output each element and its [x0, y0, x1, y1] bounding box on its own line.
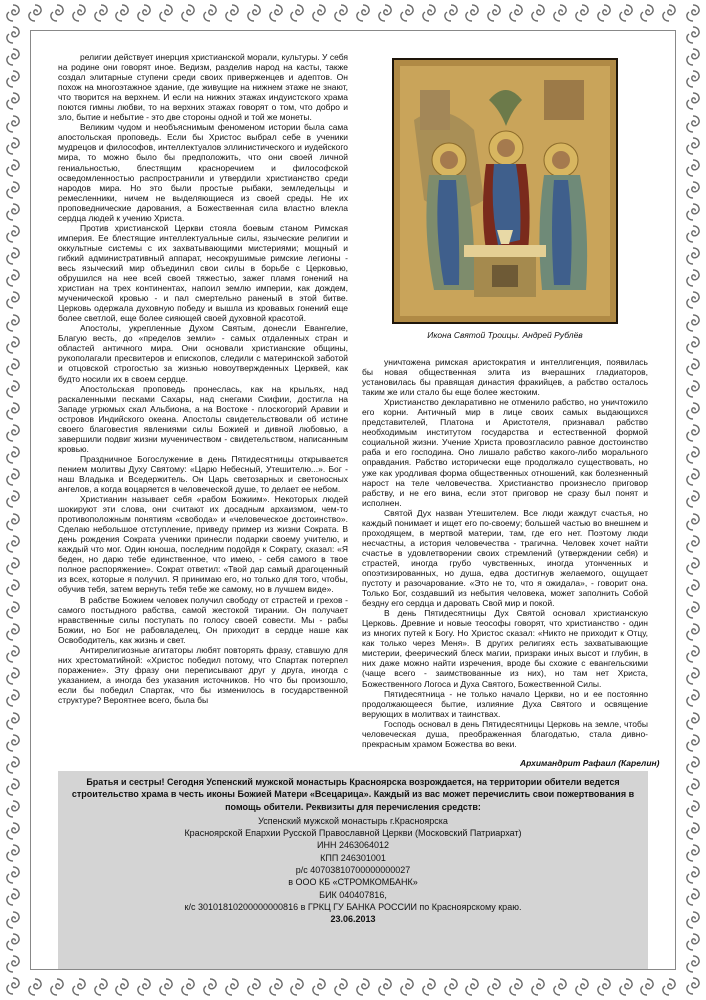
ornamental-swirl-icon — [462, 3, 482, 23]
ornamental-swirl-icon — [397, 3, 417, 23]
ornamental-swirl-icon — [3, 47, 23, 67]
ornamental-swirl-icon — [683, 910, 703, 930]
ornamental-swirl-icon — [3, 954, 23, 974]
ornamental-swirl-icon — [683, 202, 703, 222]
ornamental-swirl-icon — [3, 799, 23, 819]
ornamental-swirl-icon — [683, 445, 703, 465]
article-paragraph: Праздничное Богослужение в день Пятидесятницы открывается пением молитвы Духу Святому: «Царю Небесный, Утешителю...». Бог - наш Владыка и Вседержитель. Он Царь светозарных и светоносных ангелов, а когда воцаряется в человеческой душе, то делает ее небом. — [58, 453, 348, 495]
article-paragraph: Антирелигиозные агитаторы любят повторять фразу, ставшую для них хрестоматийной: «Христос победил потому, что Спартак потерпел поражение». Эту фразу они переписывают друг у друга, иногда с указанием, а иногда без указания источников. Но что бы произошло, если бы победил Спартак, что бы изменилось в государственной структуре? Вероятнее всего, была бы — [58, 644, 348, 705]
ornamental-swirl-icon — [266, 3, 286, 23]
ornamental-swirl-icon — [683, 91, 703, 111]
bank-detail-line: к/с 30101810200000000816 в ГРКЦ ГУ БАНКА РОССИИ по Красноярскому краю. — [184, 901, 522, 912]
ornamental-swirl-icon — [3, 489, 23, 509]
ornamental-swirl-icon — [550, 977, 570, 997]
ornamental-swirl-icon — [683, 158, 703, 178]
ornamental-swirl-icon — [3, 910, 23, 930]
author-signature: Архимандрит Рафаил (Карелин) — [520, 758, 660, 768]
trinity-icon-image — [392, 58, 618, 324]
article-paragraph: Апостольская проповедь пронеслась, как на крыльях, над раскаленными песками Сахары, над снегами Скифии, достигла на Западе угрюмых скал Альбиона, а на Востоке - плоскогорий Аравии и островов Индийского океана. Апостолы свидетельствовали об истине своего благовестия явлениями силы Божией и дивной любовью, а завершили подвиг жизни мученичеством - свидетельством, написанным кровью. — [58, 383, 348, 454]
ornamental-swirl-icon — [683, 467, 703, 487]
ornamental-swirl-icon — [683, 534, 703, 554]
ornamental-swirl-icon — [506, 977, 526, 997]
ornamental-swirl-icon — [3, 777, 23, 797]
ornamental-swirl-icon — [3, 467, 23, 487]
ornamental-swirl-icon — [309, 977, 329, 997]
ornamental-swirl-icon — [397, 977, 417, 997]
ornamental-swirl-icon — [3, 733, 23, 753]
ornamental-swirl-icon — [309, 3, 329, 23]
ornamental-swirl-icon — [683, 401, 703, 421]
ornamental-swirl-icon — [3, 246, 23, 266]
ornamental-swirl-icon — [266, 977, 286, 997]
ornamental-border-top — [0, 0, 706, 26]
ornamental-swirl-icon — [25, 977, 45, 997]
bank-detail-line: р/с 40703810700000000027 — [295, 865, 411, 876]
ornamental-swirl-icon — [441, 977, 461, 997]
ornamental-swirl-icon — [3, 180, 23, 200]
ornamental-swirl-icon — [91, 977, 111, 997]
ornamental-border-right — [680, 0, 706, 1000]
ornamental-swirl-icon — [3, 445, 23, 465]
ornamental-swirl-icon — [244, 3, 264, 23]
ornamental-swirl-icon — [353, 3, 373, 23]
ornamental-swirl-icon — [683, 887, 703, 907]
ornamental-swirl-icon — [683, 622, 703, 642]
ornamental-swirl-icon — [683, 600, 703, 620]
ornamental-swirl-icon — [3, 887, 23, 907]
ornamental-swirl-icon — [683, 932, 703, 952]
ornamental-swirl-icon — [637, 977, 657, 997]
ornamental-swirl-icon — [683, 335, 703, 355]
ornamental-swirl-icon — [683, 733, 703, 753]
ornamental-swirl-icon — [3, 3, 23, 23]
ornamental-swirl-icon — [572, 3, 592, 23]
ornamental-swirl-icon — [331, 977, 351, 997]
ornamental-swirl-icon — [3, 644, 23, 664]
ornamental-swirl-icon — [69, 3, 89, 23]
ornamental-swirl-icon — [462, 977, 482, 997]
ornamental-swirl-icon — [683, 3, 703, 23]
ornamental-swirl-icon — [683, 423, 703, 443]
bank-details — [66, 815, 640, 913]
ornamental-swirl-icon — [683, 246, 703, 266]
ornamental-swirl-icon — [112, 3, 132, 23]
article-paragraph: Святой Дух назван Утешителем. Все люди жаждут счастья, но каждый понимает и ищет его по-своему; большей частью во внешнем и проходящем, в мертвой материи, там, где его нет. Поэтому люди несчастны, а история человечества - трагична. Человек хочет найти счастье в удовлетворении своих стремлений (утверждении себя) и страстей, иногда грубо чувственных, иногда утонченных и опоэтизированных, но душа, едва достигнув желаемого, ощущает пустоту и разочарование. «Это не то, что я ожидала», - говорит она. Только Бог, создавший из небытия человека, может заполнить Собой бездну его сердца и даровать Свой мир и покой. — [362, 507, 648, 609]
ornamental-swirl-icon — [419, 3, 439, 23]
ornamental-swirl-icon — [3, 600, 23, 620]
ornamental-swirl-icon — [134, 3, 154, 23]
ornamental-swirl-icon — [616, 977, 636, 997]
article-paragraph: Против христианской Церкви стояла боевым станом Римская империя. Ее блестящие интеллектуальные силы, языческие религии и оккультные системы с их захватывающими мистериями; мощный и гибкий административный аппарат, несокрушимые римские легионы - весь языческий мир объединил свои силы в борьбе с Церковью, обрушился на нее всей своей тяжестью, зажег пламя гонений на христиан на трех континентах, напоил землю империи, как дождем, мученической кровью - и пал смертельно раненый в этой битве. Церковь одержала духовную победу и вышла из кровавых гонений еще более светлой, еще более сияющей своей духовной красотой. — [58, 222, 348, 324]
ornamental-swirl-icon — [3, 335, 23, 355]
ornamental-swirl-icon — [683, 556, 703, 576]
ornamental-swirl-icon — [3, 423, 23, 443]
ornamental-swirl-icon — [683, 313, 703, 333]
ornamental-swirl-icon — [3, 136, 23, 156]
ornamental-swirl-icon — [3, 688, 23, 708]
ornamental-swirl-icon — [441, 3, 461, 23]
ornamental-swirl-icon — [3, 357, 23, 377]
article-paragraph: религии действует инерция христианской морали, культуры. У себя на родине они говорят иное. Ведизм, разделив народ на касты, также создал элитарные ступени среди своих приверженцев и адептов. Он похож на многоэтажное здание, где живущие на нижнем этаже не знают, что творится на верхнем. И если на нижних этажах индуистского храма поются гимны любви, то на верхних этажах говорят о том, что добро и зло, бытие и небытие - это две стороны одной и той же монеты. — [58, 52, 348, 123]
ornamental-swirl-icon — [331, 3, 351, 23]
ornamental-swirl-icon — [683, 666, 703, 686]
ornamental-swirl-icon — [3, 843, 23, 863]
ornamental-swirl-icon — [683, 379, 703, 399]
ornamental-swirl-icon — [594, 977, 614, 997]
notice-headline: Братья и сестры! Сегодня Успенский мужской монастырь Красноярска возрождается, на территории обители ведется строительство храма в честь иконы Божией Матери «Всецарица». Каждый из вас может перечислить свои пожертвования в помощь обители. Реквизиты для перечисления средств: — [71, 777, 635, 812]
ornamental-swirl-icon — [683, 865, 703, 885]
ornamental-swirl-icon — [683, 268, 703, 288]
ornamental-swirl-icon — [3, 534, 23, 554]
article-left-column — [58, 52, 348, 756]
ornamental-swirl-icon — [3, 114, 23, 134]
ornamental-swirl-icon — [683, 821, 703, 841]
donation-notice — [58, 771, 648, 969]
ornamental-swirl-icon — [616, 3, 636, 23]
article-paragraph: Великим чудом и необъяснимым феноменом истории была сама апостольская проповедь. Если бы Христос выбрал себе в ученики мудрецов и философов, интеллектуалов эллинистического и иудейского мира, то можно было бы предположить, что они своей личной гениальностью, блестящим красноречием и философской осведомленностью распространили и утвердили христианство среди народов мира. Но это были простые рыбаки, земледельцы и ремесленники, ничем не выделяющиеся из своей среды. Не их проповеднические дарования, а Божественная сила властно влекла сердца людей к учению Христа. — [58, 122, 348, 223]
ornamental-swirl-icon — [112, 977, 132, 997]
ornamental-swirl-icon — [156, 3, 176, 23]
article-paragraph: уничтожена римская аристократия и интеллигенция, появилась бы новая общественная элита из вчерашних гладиаторов, установилась бы правящая династия фракийцев, а рабство осталось таким же или стало бы еще более жестоким. — [362, 357, 648, 398]
ornamental-swirl-icon — [178, 977, 198, 997]
ornamental-swirl-icon — [3, 622, 23, 642]
bank-detail-line: в ООО КБ «СТРОМКОМБАНК» — [288, 877, 418, 888]
bank-detail-line: КПП 246301001 — [320, 852, 386, 863]
ornamental-swirl-icon — [3, 224, 23, 244]
ornamental-swirl-icon — [3, 69, 23, 89]
ornamental-swirl-icon — [91, 3, 111, 23]
ornamental-swirl-icon — [683, 954, 703, 974]
ornamental-swirl-icon — [3, 976, 23, 996]
ornamental-swirl-icon — [683, 755, 703, 775]
ornamental-swirl-icon — [419, 977, 439, 997]
ornamental-swirl-icon — [683, 290, 703, 310]
ornamental-swirl-icon — [156, 977, 176, 997]
ornamental-swirl-icon — [683, 512, 703, 532]
trinity-icon — [394, 60, 616, 322]
ornamental-swirl-icon — [572, 977, 592, 997]
ornamental-swirl-icon — [506, 3, 526, 23]
ornamental-swirl-icon — [3, 158, 23, 178]
ornamental-swirl-icon — [683, 224, 703, 244]
ornamental-swirl-icon — [683, 976, 703, 996]
article-paragraph: В день Пятидесятницы Дух Святой основал христианскую Церковь. Древние и новые теософы говорят, что христианство - один из многих путей к Богу. Но Христос сказал: «Никто не приходит к Отцу, как только через Меня». В других религиях есть захватывающие мистерии, феерический блеск магии, призраки иных высот и глубин, в них даже можно найти изречения, вроде бы схожие с евангельскими (чаще всего - заимствованные из них), но там нет Христа, Божественного Логоса и Духа Святого, Божественной Силы. — [362, 608, 648, 689]
ornamental-swirl-icon — [528, 977, 548, 997]
ornamental-swirl-icon — [594, 3, 614, 23]
ornamental-swirl-icon — [683, 180, 703, 200]
bank-detail-line: Красноярской Епархии Русской Православной Церкви (Московский Патриархат) — [184, 828, 522, 839]
ornamental-swirl-icon — [683, 25, 703, 45]
article-right-column — [362, 357, 648, 759]
ornamental-swirl-icon — [3, 401, 23, 421]
article-paragraph: Христианство декларативно не отменило рабство, но уничтожило его корни. Античный мир в лице своих самых выдающихся представителей, Платона и Аристотеля, признавал рабство необходимым институтом государства и естественной формой социальной жизни. Учение Христа провозгласило равное достоинство раба и его господина. Оно лишало рабство какого-либо морального оправдания. Рабство исторически еще продолжало существовать, но уже как уродливая форма общественных отношений, как болезненный нарост на теле человечества. Христианство произнесло приговор рабству, и не его вина, если этот приговор не сразу был понят и исполнен. — [362, 397, 648, 508]
ornamental-swirl-icon — [528, 3, 548, 23]
ornamental-swirl-icon — [3, 268, 23, 288]
ornamental-swirl-icon — [550, 3, 570, 23]
ornamental-border-bottom — [0, 974, 706, 1000]
ornamental-swirl-icon — [287, 3, 307, 23]
ornamental-swirl-icon — [200, 3, 220, 23]
ornamental-swirl-icon — [683, 711, 703, 731]
bank-detail-line: БИК 040407816, — [319, 889, 387, 900]
ornamental-swirl-icon — [3, 821, 23, 841]
article-paragraph: В рабстве Божием человек получил свободу от страстей и грехов - самого постыдного рабства, самой жестокой тирании. Он получает нравственные силы поступать по голосу своей совести. Мы - рабы Божии, но Бог не рабовладелец, Он приходит в сердце наше как Освободитель, как жизнь и свет. — [58, 594, 348, 645]
bank-detail-line: ИНН 2463064012 — [316, 840, 390, 851]
ornamental-swirl-icon — [222, 3, 242, 23]
ornamental-swirl-icon — [3, 865, 23, 885]
ornamental-border-left — [0, 0, 26, 1000]
ornamental-swirl-icon — [3, 202, 23, 222]
ornamental-swirl-icon — [683, 688, 703, 708]
ornamental-swirl-icon — [3, 711, 23, 731]
ornamental-swirl-icon — [178, 3, 198, 23]
ornamental-swirl-icon — [222, 977, 242, 997]
ornamental-swirl-icon — [683, 69, 703, 89]
article-paragraph: Христианин называет себя «рабом Божиим». Некоторых людей шокируют эти слова, они считают их досадным архаизмом, чем-то противоположным понятиям «свобода» и «человеческое достоинство». Сделаю небольшое отступление, приведу пример из жизни Сократа. В день рождения Сократа ученики принесли подарки своему учителю, и каждый что мог. Один юноша, последним подойдя к Сократу, сказал: «Я беден, но дарю тебе единственное, что имею, - себя самого в твое полное распоряжение». Сократ ответил: «Твой дар самый драгоценный из всех, которые я получил. Я принимаю его, но только для того, чтобы, обучив тебя, затем вернуть тебя тебе же самому, но в лучшем виде». — [58, 494, 348, 595]
ornamental-swirl-icon — [683, 799, 703, 819]
ornamental-swirl-icon — [25, 3, 45, 23]
ornamental-swirl-icon — [3, 932, 23, 952]
ornamental-swirl-icon — [200, 977, 220, 997]
ornamental-swirl-icon — [244, 977, 264, 997]
ornamental-swirl-icon — [375, 3, 395, 23]
ornamental-swirl-icon — [659, 3, 679, 23]
ornamental-swirl-icon — [3, 290, 23, 310]
article-paragraph: Господь основал в день Пятидесятницы Церковь на земле, чтобы человеческая душа, преображенная благодатью, стала дивно-прекрасным храмом Божества во веки. — [362, 718, 648, 749]
notice-date: 23.06.2013 — [330, 914, 376, 925]
ornamental-swirl-icon — [683, 644, 703, 664]
ornamental-swirl-icon — [683, 578, 703, 598]
ornamental-swirl-icon — [683, 47, 703, 67]
ornamental-swirl-icon — [683, 777, 703, 797]
ornamental-swirl-icon — [3, 379, 23, 399]
ornamental-swirl-icon — [683, 843, 703, 863]
ornamental-swirl-icon — [683, 136, 703, 156]
ornamental-swirl-icon — [3, 556, 23, 576]
ornamental-swirl-icon — [47, 977, 67, 997]
ornamental-swirl-icon — [3, 512, 23, 532]
bank-detail-line: Успенский мужской монастырь г.Красноярска — [258, 815, 448, 826]
ornamental-swirl-icon — [659, 977, 679, 997]
ornamental-swirl-icon — [637, 3, 657, 23]
ornamental-swirl-icon — [3, 91, 23, 111]
ornamental-swirl-icon — [683, 489, 703, 509]
ornamental-swirl-icon — [353, 977, 373, 997]
ornamental-swirl-icon — [683, 114, 703, 134]
ornamental-swirl-icon — [134, 977, 154, 997]
icon-caption: Икона Святой Троицы. Андрей Рублёв — [427, 330, 583, 340]
ornamental-swirl-icon — [47, 3, 67, 23]
ornamental-swirl-icon — [375, 977, 395, 997]
ornamental-swirl-icon — [3, 313, 23, 333]
ornamental-swirl-icon — [3, 578, 23, 598]
ornamental-swirl-icon — [287, 977, 307, 997]
article-paragraph: Пятидесятница - не только начало Церкви, но и ее постоянно продолжающееся бытие, излияние Духа Святого и освящение верующих в молитвах и таинствах. — [362, 688, 648, 719]
ornamental-swirl-icon — [3, 755, 23, 775]
article-paragraph: Апостолы, укрепленные Духом Святым, донесли Евангелие, Благую весть, до «пределов земли» - самых отдаленных стран и областей античного мира. Они основали христианские общины, рукополагали пресвитеров и епископов, следили с материнской заботой и отцовской строгостью за жизнью новоутвержденных Церквей, как будто носили их в своем сердце. — [58, 323, 348, 384]
ornamental-swirl-icon — [3, 25, 23, 45]
ornamental-swirl-icon — [484, 977, 504, 997]
ornamental-swirl-icon — [3, 666, 23, 686]
ornamental-swirl-icon — [69, 977, 89, 997]
ornamental-swirl-icon — [683, 357, 703, 377]
ornamental-swirl-icon — [484, 3, 504, 23]
